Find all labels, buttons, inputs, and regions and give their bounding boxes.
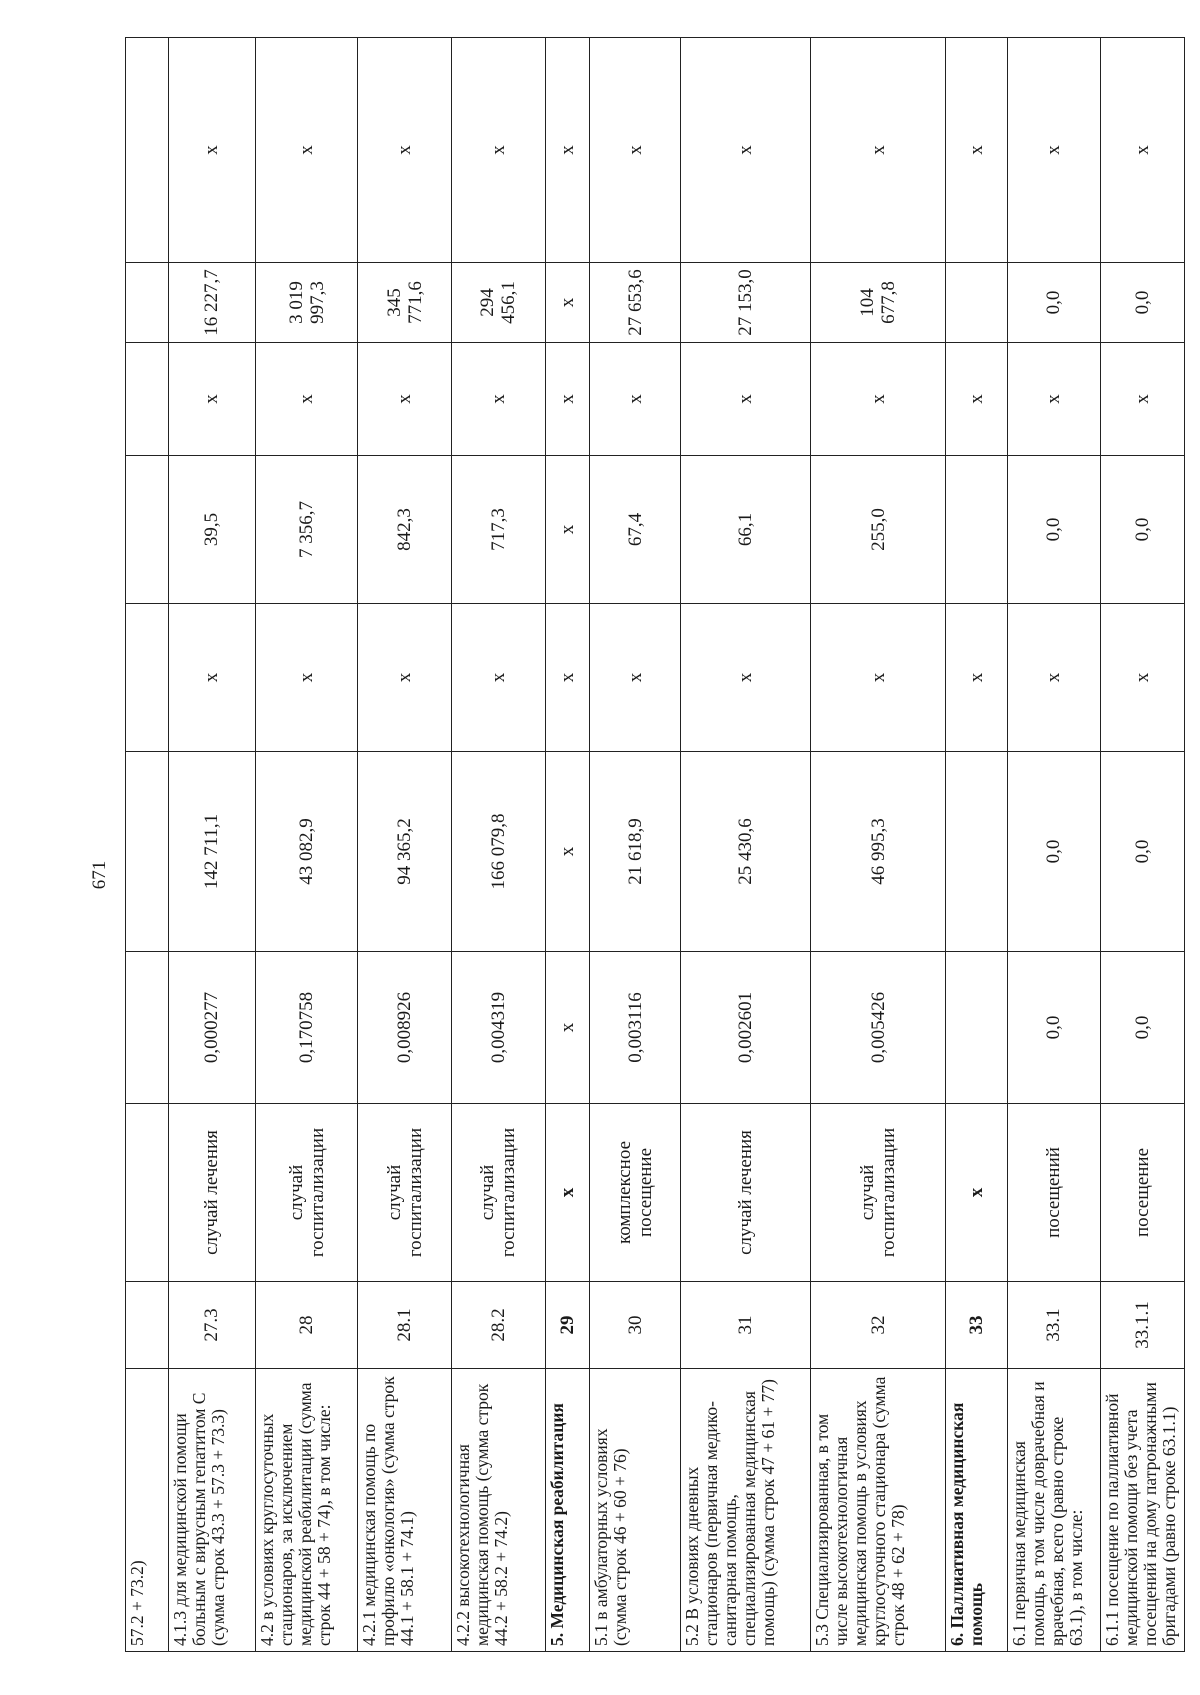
table-row — [811, 38, 946, 1652]
col-x-3: x — [451, 38, 545, 263]
col-x-2: x — [590, 343, 681, 456]
row-number: 29 — [545, 1282, 590, 1369]
unit-of-measure: x — [946, 1104, 1007, 1282]
col-x-2: x — [168, 343, 255, 456]
value-b: 0,0 — [1100, 263, 1184, 343]
row-label: 57.2 + 73.2) — [126, 1369, 169, 1652]
col-x-1: x — [1007, 604, 1100, 752]
value-a: 255,0 — [811, 456, 946, 604]
volume-norm: 0,000277 — [168, 952, 255, 1104]
col-x-3: x — [256, 38, 358, 263]
cost-norm: 0,0 — [1100, 752, 1184, 952]
row-number: 30 — [590, 1282, 681, 1369]
col-x-2: x — [1100, 343, 1184, 456]
volume-norm: 0,008926 — [358, 952, 452, 1104]
unit-of-measure: комплексное посещение — [590, 1104, 681, 1282]
value-a: 67,4 — [590, 456, 681, 604]
row-label: 6.1 первичная медицинская помощь, в том числе доврачебная и врачебная, всего (равно строке 63.1), в том числе: — [1007, 1369, 1100, 1652]
row-label: 4.2.2 высокотехнологичная медицинская помощь (сумма строк 44.2 + 58.2 + 74.2) — [451, 1369, 545, 1652]
value-b: 104 677,8 — [811, 263, 946, 343]
row-number: 33.1 — [1007, 1282, 1100, 1369]
table-row — [946, 38, 1007, 1652]
table-row — [680, 38, 810, 1652]
cost-norm: 0,0 — [1007, 752, 1100, 952]
table-row — [545, 38, 590, 1652]
col-x-3: x — [358, 38, 452, 263]
value-a: 717,3 — [451, 456, 545, 604]
col-x-3: x — [680, 38, 810, 263]
cost-norm: 142 711,1 — [168, 752, 255, 952]
value-b — [946, 263, 1007, 343]
row-number: 28 — [256, 1282, 358, 1369]
col-x-3: x — [1100, 38, 1184, 263]
col-x-2: x — [545, 343, 590, 456]
volume-norm: 0,004319 — [451, 952, 545, 1104]
col-x-3: x — [946, 38, 1007, 263]
row-label: 6. Паллиативная медицинская помощь — [946, 1369, 1007, 1652]
value-a: 39,5 — [168, 456, 255, 604]
value-a — [946, 456, 1007, 604]
col-x-3: x — [168, 38, 255, 263]
col-x-3: x — [545, 38, 590, 263]
row-number: 28.2 — [451, 1282, 545, 1369]
col-x-1: x — [358, 604, 452, 752]
unit-of-measure: случай лечения — [680, 1104, 810, 1282]
col-x-2: x — [451, 343, 545, 456]
cost-norm — [946, 752, 1007, 952]
col-x-2: x — [1007, 343, 1100, 456]
value-a: 66,1 — [680, 456, 810, 604]
volume-norm — [946, 952, 1007, 1104]
volume-norm: 0,003116 — [590, 952, 681, 1104]
row-number: 32 — [811, 1282, 946, 1369]
row-number: 33.1.1 — [1100, 1282, 1184, 1369]
value-a: x — [545, 456, 590, 604]
volume-norm: 0,002601 — [680, 952, 810, 1104]
row-label: 6.1.1 посещение по паллиативной медицинской помощи без учета посещений на дому патронажными бригадами (равно строке 63.1.1) — [1100, 1369, 1184, 1652]
value-a: 0,0 — [1100, 456, 1184, 604]
table-row-fragment — [126, 38, 169, 1652]
col-x-1: x — [545, 604, 590, 752]
table-row — [590, 38, 681, 1652]
page-number: 671 — [89, 860, 110, 890]
col-x-3: x — [590, 38, 681, 263]
value-b: 3 019 997,3 — [256, 263, 358, 343]
value-b: 294 456,1 — [451, 263, 545, 343]
unit-of-measure: случай госпитализации — [256, 1104, 358, 1282]
cost-norm: 166 079,8 — [451, 752, 545, 952]
cost-norm: x — [545, 752, 590, 952]
value-b: 27 653,6 — [590, 263, 681, 343]
unit-of-measure: случай госпитализации — [811, 1104, 946, 1282]
value-a: 842,3 — [358, 456, 452, 604]
value-a: 7 356,7 — [256, 456, 358, 604]
unit-of-measure: случай госпитализации — [358, 1104, 452, 1282]
table-row — [1100, 38, 1184, 1652]
table-row — [168, 38, 255, 1652]
table-row — [451, 38, 545, 1652]
col-x-1: x — [590, 604, 681, 752]
row-number: 28.1 — [358, 1282, 452, 1369]
row-label: 4.1.3 для медицинской помощи больным с вирусным гепатитом С (сумма строк 43.3 + 57.3 + 73.3) — [168, 1369, 255, 1652]
cost-norm: 43 082,9 — [256, 752, 358, 952]
row-label: 4.2.1 медицинская помощь по профилю «онкология» (сумма строк 44.1 + 58.1 + 74.1) — [358, 1369, 452, 1652]
value-a: 0,0 — [1007, 456, 1100, 604]
col-x-1: x — [946, 604, 1007, 752]
col-x-1: x — [1100, 604, 1184, 752]
row-number: 33 — [946, 1282, 1007, 1369]
row-label: 5. Медицинская реабилитация — [545, 1369, 590, 1652]
col-x-2: x — [811, 343, 946, 456]
table-row — [1007, 38, 1100, 1652]
volume-norm: x — [545, 952, 590, 1104]
value-b: 27 153,0 — [680, 263, 810, 343]
col-x-3: x — [811, 38, 946, 263]
row-number: 31 — [680, 1282, 810, 1369]
cost-norm: 94 365,2 — [358, 752, 452, 952]
table-row — [358, 38, 452, 1652]
unit-of-measure: посещение — [1100, 1104, 1184, 1282]
financing-table — [125, 37, 1185, 1652]
volume-norm: 0,005426 — [811, 952, 946, 1104]
row-label: 4.2 в условиях круглосуточных стационаров, за исключением медицинской реабилитации (сумма строк 44 + 58 + 74), в том числе: — [256, 1369, 358, 1652]
col-x-3: x — [1007, 38, 1100, 263]
volume-norm: 0,0 — [1007, 952, 1100, 1104]
table-container — [125, 38, 1185, 1652]
cost-norm: 21 618,9 — [590, 752, 681, 952]
value-b: 345 771,6 — [358, 263, 452, 343]
col-x-1: x — [256, 604, 358, 752]
row-label: 5.1 в амбулаторных условиях (сумма строк 46 + 60 + 76) — [590, 1369, 681, 1652]
row-label: 5.2 В условиях дневных стационаров (первичная медико-санитарная помощь, специализированная медицинская помощь) (сумма строк 47 + 61 + 77) — [680, 1369, 810, 1652]
value-b: 16 227,7 — [168, 263, 255, 343]
unit-of-measure: посещений — [1007, 1104, 1100, 1282]
col-x-2: x — [680, 343, 810, 456]
volume-norm: 0,0 — [1100, 952, 1184, 1104]
col-x-1: x — [680, 604, 810, 752]
value-b: x — [545, 263, 590, 343]
value-b: 0,0 — [1007, 263, 1100, 343]
cost-norm: 25 430,6 — [680, 752, 810, 952]
col-x-2: x — [946, 343, 1007, 456]
cost-norm: 46 995,3 — [811, 752, 946, 952]
unit-of-measure: x — [545, 1104, 590, 1282]
row-number: 27.3 — [168, 1282, 255, 1369]
table-row — [256, 38, 358, 1652]
unit-of-measure: случай лечения — [168, 1104, 255, 1282]
col-x-2: x — [256, 343, 358, 456]
col-x-1: x — [811, 604, 946, 752]
col-x-1: x — [451, 604, 545, 752]
row-label: 5.3 Специализированная, в том числе высокотехнологичная медицинская помощь в условиях круглосуточного стационара (сумма строк 48 + 62 + 78) — [811, 1369, 946, 1652]
volume-norm: 0,170758 — [256, 952, 358, 1104]
unit-of-measure: случай госпитализации — [451, 1104, 545, 1282]
col-x-2: x — [358, 343, 452, 456]
col-x-1: x — [168, 604, 255, 752]
